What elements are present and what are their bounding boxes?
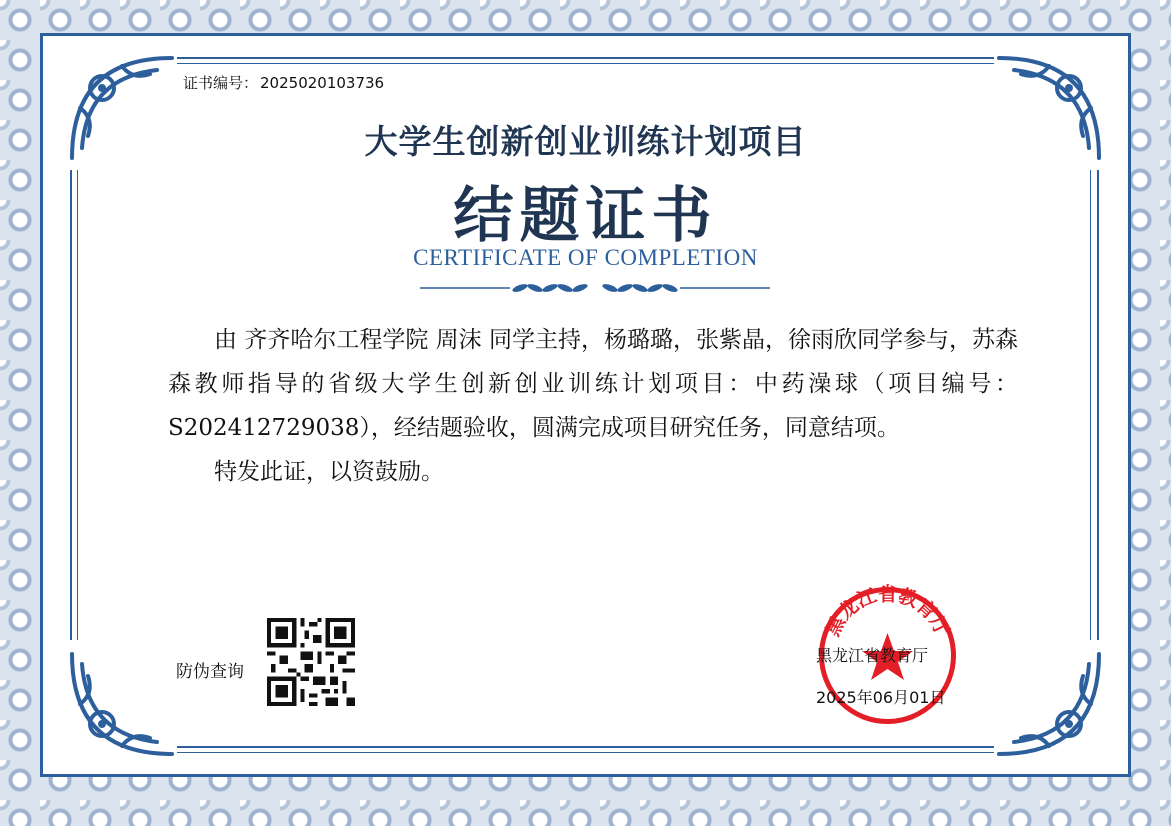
certificate-title: 结题证书 — [453, 181, 718, 251]
verify-label: 防伪查询 — [176, 662, 244, 682]
certificate-number-label: 证书编号： — [183, 74, 259, 92]
seal-text: 黑龙江省教育厅 — [821, 583, 954, 640]
frame-top-line-inner — [177, 63, 994, 64]
certificate-title-english: CERTIFICATE OF COMPLETION — [413, 245, 758, 270]
body-paragraph: 由 齐齐哈尔工程学院 周沫 同学主持，杨璐璐，张紫晶，徐雨欣同学参与，苏森森教师指导的省级大学生创新创业训练计划项目：中药澡球（项目编号：S202412729038），经结题验收，圆满完成项目研究任务，同意结项。 — [168, 327, 1018, 441]
corner-ornament-icon — [989, 644, 1109, 764]
certificate-number-value: 2025020103736 — [260, 74, 385, 92]
corner-ornament-icon — [62, 644, 182, 764]
frame-bottom-line — [177, 746, 994, 748]
qr-code-icon[interactable] — [267, 618, 355, 706]
frame-top-line — [177, 57, 994, 59]
frame-bottom-line-inner — [177, 752, 994, 753]
body-paragraph: 特发此证，以资鼓励。 — [214, 459, 444, 485]
laurel-divider-icon — [420, 276, 770, 300]
certificate-body — [168, 318, 1018, 494]
issue-date: 2025年06月01日 — [816, 688, 946, 707]
program-title: 大学生创新创业训练计划项目 — [364, 122, 807, 161]
certificate-number — [183, 72, 384, 93]
issuer-name: 黑龙江省教育厅 — [816, 646, 929, 665]
